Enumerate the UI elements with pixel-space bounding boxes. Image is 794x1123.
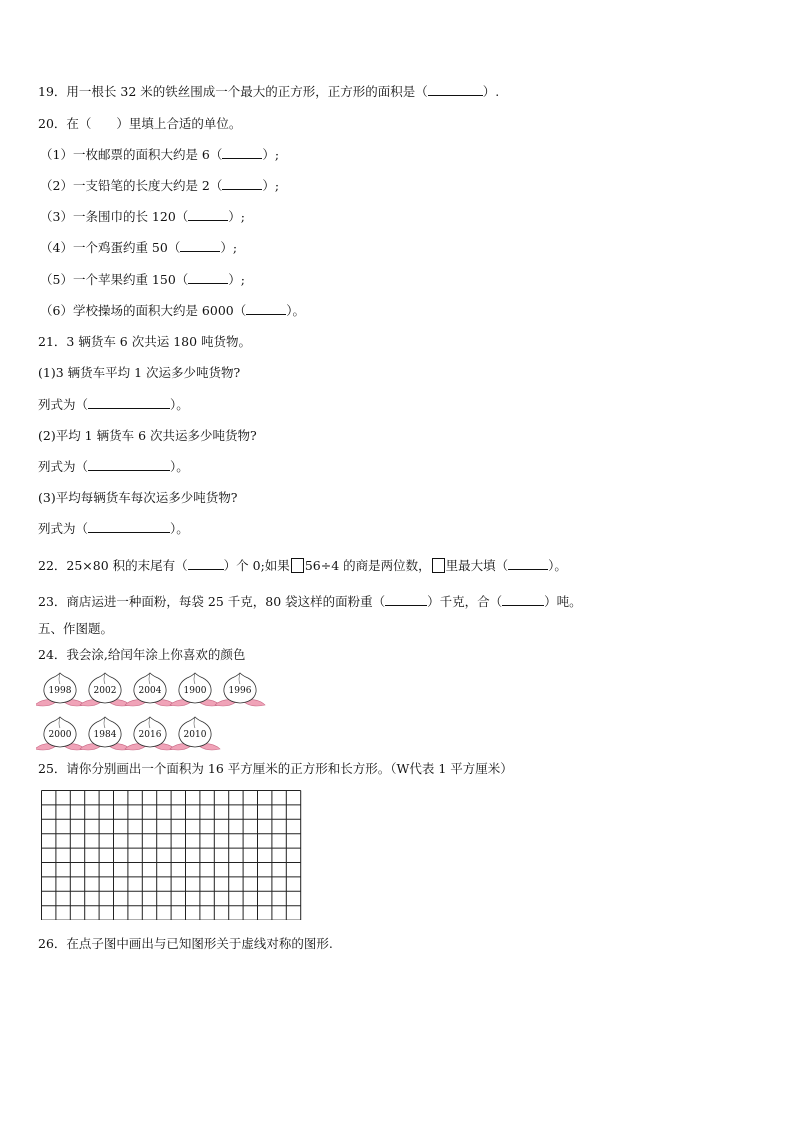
q21-part-1-question: (1)3 辆货车平均 1 次运多少吨货物? <box>38 365 241 380</box>
q20-item-4-end: ）; <box>220 240 238 255</box>
question-20-title: 20．在（ ）里填上合适的单位。 <box>38 116 242 131</box>
peach-1984[interactable] <box>80 717 130 750</box>
question-25-title: 25．请你分别画出一个面积为 16 平方厘米的正方形和长方形。（W代表 1 平方厘米） <box>38 761 513 776</box>
peach-2016[interactable] <box>125 717 175 750</box>
question-22 <box>38 558 567 574</box>
q19-text-end: ）. <box>482 84 500 99</box>
q23-text-c: ）吨。 <box>544 594 582 609</box>
q20-item-4-blank[interactable] <box>180 240 220 252</box>
peach-year-label: 1998 <box>48 686 72 696</box>
q20-item-1-blank[interactable] <box>222 147 262 159</box>
q20-item-4-text: （4）一个鸡蛋约重 50（ <box>40 240 181 255</box>
peach-2010[interactable] <box>170 717 220 750</box>
q21-part-1-blank[interactable] <box>88 397 170 409</box>
q23-blank-2[interactable] <box>502 594 544 606</box>
q20-item-3 <box>40 209 245 225</box>
peach-1996[interactable] <box>215 673 265 706</box>
q20-item-3-end: ）; <box>228 209 246 224</box>
q20-item-4 <box>40 240 237 256</box>
q21-part-3-formula <box>38 521 189 537</box>
peach-year-label: 2002 <box>93 686 117 696</box>
q21-part-2-blank[interactable] <box>88 459 170 471</box>
q20-item-5 <box>40 272 245 288</box>
question-26-title: 26．在点子图中画出与已知图形关于虚线对称的图形. <box>38 936 333 951</box>
square-grid[interactable] <box>41 790 303 920</box>
q19-answer-blank[interactable] <box>428 84 483 96</box>
q22-text-e: ）。 <box>548 558 567 573</box>
q20-item-2-text: （2）一支铅笔的长度大约是 2（ <box>40 178 223 193</box>
peach-year-label: 2000 <box>48 730 72 740</box>
q22-text-b: ）个 0;如果 <box>223 558 290 573</box>
q20-item-1-end: ）; <box>262 147 280 162</box>
q21-part-2-label: 列式为（ <box>38 459 89 474</box>
q22-blank-1[interactable] <box>188 558 224 570</box>
q23-text-b: ）千克，合（ <box>427 594 503 609</box>
question-23 <box>38 594 582 610</box>
q20-item-3-text: （3）一条围巾的长 120（ <box>40 209 189 224</box>
question-21-title: 21．3 辆货车 6 次共运 180 吨货物。 <box>38 334 252 349</box>
q22-text-a: 22．25×80 积的末尾有（ <box>38 558 188 573</box>
q22-text-d: 里最大填（ <box>445 558 509 573</box>
q19-text: 19．用一根长 32 米的铁丝围成一个最大的正方形，正方形的面积是（ <box>38 84 428 99</box>
peach-1900[interactable] <box>170 673 220 706</box>
q20-item-5-blank[interactable] <box>188 272 228 284</box>
q21-part-2-end: ）。 <box>170 459 189 474</box>
q22-text-c: 56÷4 的商是两位数， <box>304 558 431 573</box>
peach-year-label: 1996 <box>228 686 252 696</box>
q20-item-2-end: ）; <box>262 178 280 193</box>
peach-2004[interactable] <box>125 673 175 706</box>
q22-blank-2[interactable] <box>508 558 548 570</box>
question-24-title: 24．我会涂,给闰年涂上你喜欢的颜色 <box>38 647 246 662</box>
q21-part-1-label: 列式为（ <box>38 397 89 412</box>
peach-year-label: 1900 <box>183 686 207 696</box>
section-5-heading: 五、作图题。 <box>38 621 114 636</box>
q20-item-5-text: （5）一个苹果约重 150（ <box>40 272 189 287</box>
peach-illustrations <box>36 670 276 754</box>
question-19 <box>38 84 499 100</box>
q20-item-6-blank[interactable] <box>246 303 286 315</box>
q21-part-2-formula <box>38 459 189 475</box>
q20-item-5-end: ）; <box>228 272 246 287</box>
peach-year-label: 2010 <box>183 730 207 740</box>
q23-text-a: 23．商店运进一种面粉，每袋 25 千克，80 袋这样的面粉重（ <box>38 594 386 609</box>
peach-2002[interactable] <box>80 673 130 706</box>
q21-part-3-end: ）。 <box>170 521 189 536</box>
peach-year-label: 2004 <box>138 686 162 696</box>
q21-part-3-question: (3)平均每辆货车每次运多少吨货物? <box>38 490 238 505</box>
peach-year-label: 1984 <box>93 730 117 740</box>
q21-part-2-question: (2)平均 1 辆货车 6 次共运多少吨货物? <box>38 428 257 443</box>
peach-year-label: 2016 <box>138 730 162 740</box>
q21-part-1-end: ）。 <box>170 397 189 412</box>
peach-1998[interactable] <box>36 673 85 706</box>
q22-digit-box-1 <box>291 558 304 573</box>
q20-item-2-blank[interactable] <box>222 178 262 190</box>
q20-item-6-end: ）。 <box>286 303 306 318</box>
q21-part-3-label: 列式为（ <box>38 521 89 536</box>
q22-digit-box-2 <box>432 558 445 573</box>
q20-item-2 <box>40 178 279 194</box>
q20-item-6 <box>40 303 305 319</box>
q20-item-1-text: （1）一枚邮票的面积大约是 6（ <box>40 147 223 162</box>
q20-item-3-blank[interactable] <box>188 209 228 221</box>
q21-part-3-blank[interactable] <box>88 521 170 533</box>
q21-part-1-formula <box>38 397 189 413</box>
peach-2000[interactable] <box>36 717 85 750</box>
q23-blank-1[interactable] <box>385 594 427 606</box>
q20-item-6-text: （6）学校操场的面积大约是 6000（ <box>40 303 247 318</box>
q20-item-1 <box>40 147 279 163</box>
